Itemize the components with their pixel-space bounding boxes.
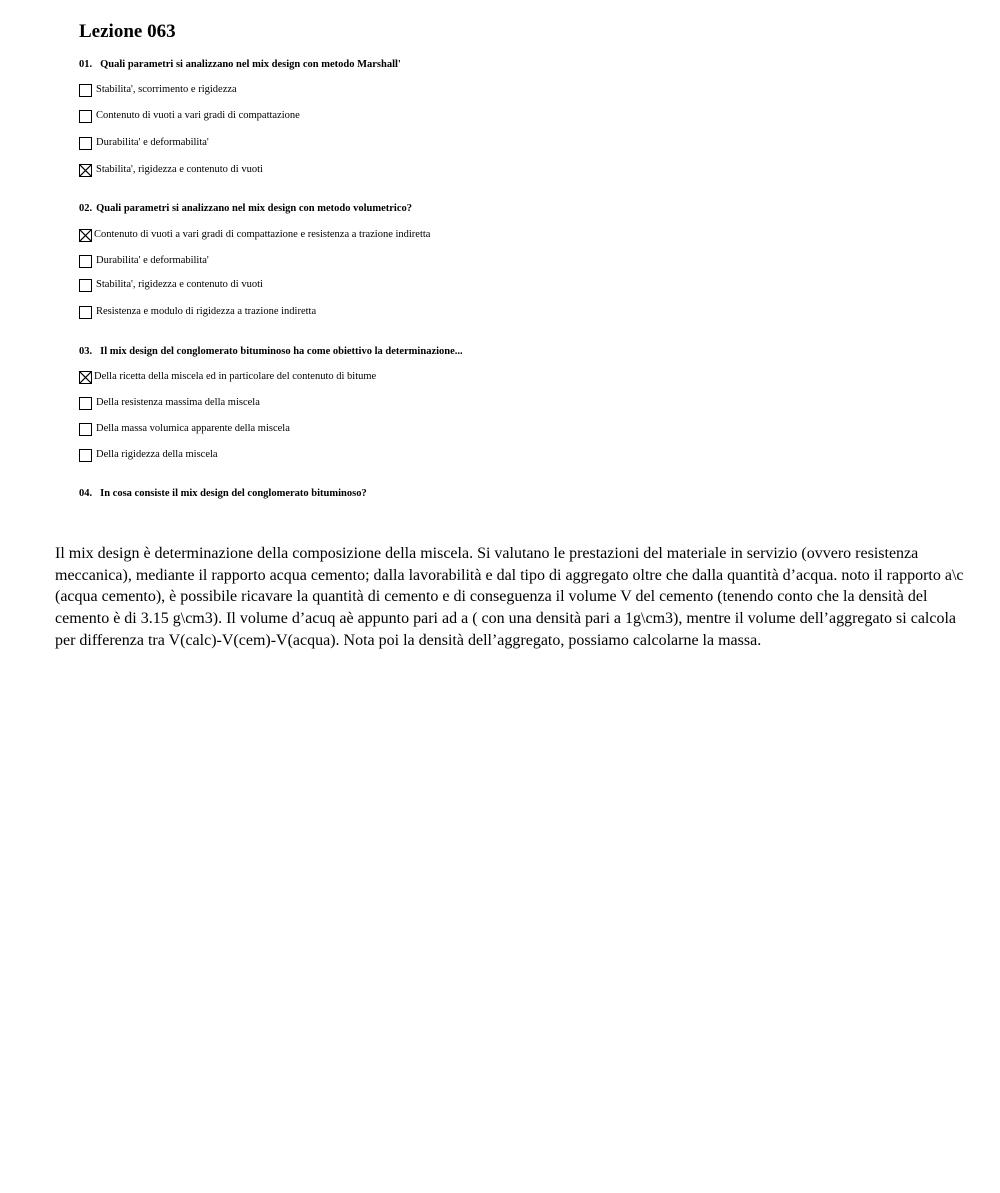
- question-text: Quali parametri si analizzano nel mix design con metodo volumetrico?: [96, 203, 412, 214]
- question-text: Quali parametri si analizzano nel mix design con metodo Marshall': [100, 59, 401, 70]
- option-label: Stabilita', scorrimento e rigidezza: [96, 84, 237, 95]
- option-q1-d[interactable]: [79, 162, 263, 178]
- question-number: 02.: [79, 203, 93, 214]
- question-text: Il mix design del conglomerato bituminoso ha come obiettivo la determinazione...: [100, 346, 463, 357]
- question-3: [79, 345, 463, 359]
- option-q3-b[interactable]: [79, 395, 260, 411]
- question-number: 03.: [79, 346, 93, 357]
- option-label: Durabilita' e deformabilita': [96, 255, 209, 266]
- lesson-title: Lezione 063: [79, 21, 176, 42]
- checkbox[interactable]: [79, 279, 92, 292]
- option-label: Stabilita', rigidezza e contenuto di vuoti: [96, 279, 263, 290]
- checkbox[interactable]: [79, 397, 92, 410]
- question-1: [79, 58, 401, 72]
- option-q1-b[interactable]: [79, 108, 300, 124]
- answer-text: Il mix design è determinazione della composizione della miscela. Si valutano le prestazioni del materiale in servizio (ovvero resistenza meccanica), mediante il rapporto acqua cemento; dalla lavorabilità e dal tipo di aggregato oltre che dalla quantità d’acqua. noto il rapporto a\c (acqua cemento), è possibile ricavare la quantità di cemento e di conseguenza il volume V del cemento (tenendo conto che la densità del cemento è di 3.15 g\cm3). Il volume d’acuq aè appunto pari ad a ( con una densità pari a 1g\cm3), mentre il volume dell’aggregato si calcola per differenza tra V(calc)-V(cem)-V(acqua). Nota poi la densità dell’aggregato, possiamo calcolarne la massa.: [55, 545, 964, 649]
- option-q3-d[interactable]: [79, 447, 218, 463]
- option-label: Contenuto di vuoti a vari gradi di compattazione e resistenza a trazione indiretta: [94, 229, 431, 240]
- option-q2-b[interactable]: [79, 253, 209, 269]
- option-q2-c[interactable]: [79, 277, 263, 293]
- checkbox[interactable]: [79, 306, 92, 319]
- option-label: Stabilita', rigidezza e contenuto di vuoti: [96, 164, 263, 175]
- option-q2-a[interactable]: [79, 227, 430, 243]
- checkbox[interactable]: [79, 137, 92, 150]
- question-4: [79, 487, 367, 501]
- option-q1-a[interactable]: [79, 82, 237, 98]
- checkbox-checked[interactable]: [79, 164, 92, 177]
- option-label: Della massa volumica apparente della miscela: [96, 423, 290, 434]
- option-q3-a[interactable]: [79, 369, 376, 385]
- checkbox[interactable]: [79, 84, 92, 97]
- question-2: [79, 202, 412, 216]
- option-label: Resistenza e modulo di rigidezza a trazione indiretta: [96, 306, 317, 317]
- checkbox[interactable]: [79, 423, 92, 436]
- option-label: Della rigidezza della miscela: [96, 449, 218, 460]
- checkbox[interactable]: [79, 255, 92, 268]
- question-text: In cosa consiste il mix design del conglomerato bituminoso?: [100, 488, 367, 499]
- option-q3-c[interactable]: [79, 421, 290, 437]
- checkbox[interactable]: [79, 449, 92, 462]
- checkbox-checked[interactable]: [79, 229, 92, 242]
- option-label: Della resistenza massima della miscela: [96, 397, 260, 408]
- checkbox-checked[interactable]: [79, 371, 92, 384]
- option-q1-c[interactable]: [79, 135, 209, 151]
- option-label: Durabilita' e deformabilita': [96, 137, 209, 148]
- checkbox[interactable]: [79, 110, 92, 123]
- option-label: Della ricetta della miscela ed in particolare del contenuto di bitume: [94, 371, 377, 382]
- option-q2-d[interactable]: [79, 304, 316, 320]
- question-number: 04.: [79, 488, 93, 499]
- question-number: 01.: [79, 59, 93, 70]
- option-label: Contenuto di vuoti a vari gradi di compattazione: [96, 110, 300, 121]
